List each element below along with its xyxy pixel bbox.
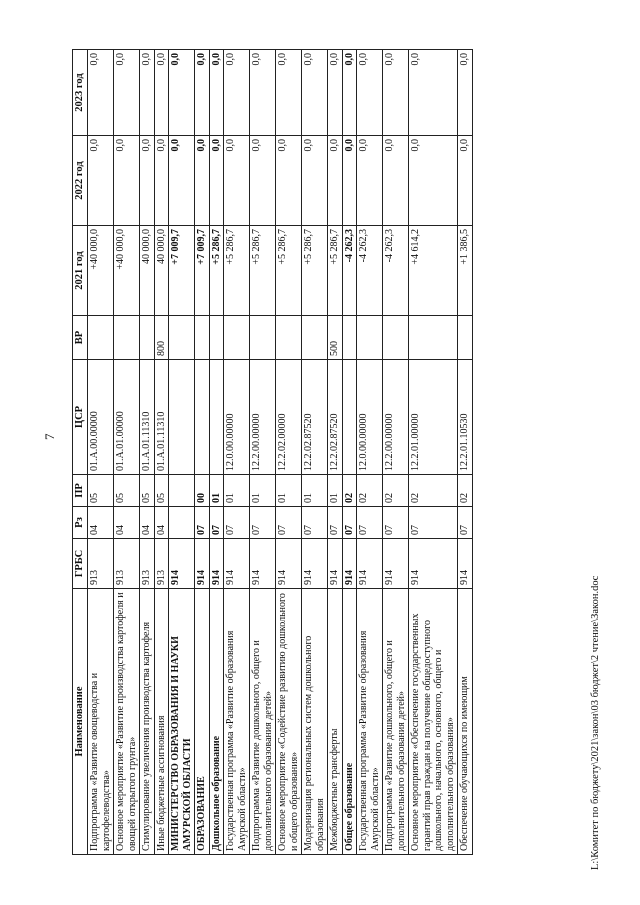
cell-pr [169,475,195,507]
cell-pr: 05 [114,475,140,507]
cell-csr: 12.2.02.87520 [328,360,343,475]
table-row [458,50,473,855]
cell-vr [88,316,114,360]
cell-2022: 0,0 [88,136,114,226]
cell-2022: 0,0 [209,136,224,226]
cell-rz: 07 [302,507,328,539]
cell-csr: 12.2.02.87520 [302,360,328,475]
cell-vr [458,316,473,360]
cell-name: Дошкольное образование [209,589,224,855]
cell-rz: 07 [276,507,302,539]
cell-name: Общее образование [342,589,357,855]
cell-vr [250,316,276,360]
cell-csr: 12.2.00.00000 [383,360,409,475]
cell-2023: 0,0 [276,50,302,136]
budget-table [72,49,473,855]
cell-vr: 500 [328,316,343,360]
cell-grbs: 913 [88,539,114,589]
cell-2021: +40 000,0 [114,226,140,316]
cell-grbs: 914 [209,539,224,589]
cell-grbs: 914 [383,539,409,589]
cell-rz: 04 [88,507,114,539]
cell-pr: 02 [409,475,458,507]
cell-csr [209,360,224,475]
cell-2021: -4 262,3 [383,226,409,316]
cell-vr [409,316,458,360]
cell-rz: 07 [458,507,473,539]
cell-grbs: 914 [409,539,458,589]
cell-2021: -4 262,3 [342,226,357,316]
cell-2022: 0,0 [250,136,276,226]
cell-2022: 0,0 [458,136,473,226]
cell-vr [209,316,224,360]
cell-csr: 12.0.00.00000 [357,360,383,475]
cell-vr [169,316,195,360]
cell-rz: 07 [209,507,224,539]
table-row [154,50,169,855]
cell-vr [140,316,155,360]
table-row [114,50,140,855]
cell-2023: 0,0 [250,50,276,136]
cell-csr: 12.2.01.10530 [458,360,473,475]
cell-2022: 0,0 [169,136,195,226]
cell-vr [276,316,302,360]
cell-grbs: 914 [302,539,328,589]
cell-rz: 07 [224,507,250,539]
cell-2021: 40 000,0 [154,226,169,316]
cell-pr: 01 [209,475,224,507]
cell-2022: 0,0 [302,136,328,226]
cell-pr: 02 [357,475,383,507]
cell-pr: 02 [383,475,409,507]
cell-csr: 01.А.00.00000 [88,360,114,475]
cell-rz: 04 [154,507,169,539]
table-header-row [73,50,88,855]
cell-csr: 01.А.01.11310 [140,360,155,475]
cell-2023: 0,0 [357,50,383,136]
cell-name: Обеспечение обучающихся по имеющим [458,589,473,855]
cell-2021: +5 286,7 [224,226,250,316]
cell-pr: 02 [458,475,473,507]
cell-2023: 0,0 [88,50,114,136]
cell-2023: 0,0 [209,50,224,136]
cell-csr: 12.2.01.00000 [409,360,458,475]
cell-2021: +5 286,7 [209,226,224,316]
cell-2022: 0,0 [328,136,343,226]
cell-csr: 12.0.00.00000 [224,360,250,475]
cell-name: МИНИСТЕРСТВО ОБРАЗОВАНИЯ И НАУКИ АМУРСКОЙ ОБЛАСТИ [169,589,195,855]
cell-name: Подпрограмма «Развитие овощеводства и картофелеводства» [88,589,114,855]
cell-2022: 0,0 [409,136,458,226]
cell-csr: 01.А.01.11310 [154,360,169,475]
table-row [342,50,357,855]
header-2021: 2021 год [73,226,88,316]
cell-2021: +4 614,2 [409,226,458,316]
cell-pr: 05 [154,475,169,507]
cell-csr: 12.2.00.00000 [250,360,276,475]
cell-name: Государственная программа «Развитие образования Амурской области» [224,589,250,855]
cell-pr: 01 [276,475,302,507]
cell-grbs: 913 [140,539,155,589]
cell-vr: 800 [154,316,169,360]
header-2022: 2022 год [73,136,88,226]
cell-2023: 0,0 [458,50,473,136]
cell-rz: 07 [409,507,458,539]
cell-2023: 0,0 [114,50,140,136]
cell-pr: 01 [302,475,328,507]
table-row [302,50,328,855]
cell-pr: 05 [88,475,114,507]
cell-rz: 07 [383,507,409,539]
cell-2021: +5 286,7 [276,226,302,316]
table-row [169,50,195,855]
table-row [209,50,224,855]
cell-2023: 0,0 [328,50,343,136]
cell-2023: 0,0 [383,50,409,136]
table-row [409,50,458,855]
cell-2021: +5 286,7 [328,226,343,316]
table-row [250,50,276,855]
cell-pr: 02 [342,475,357,507]
cell-vr [195,316,210,360]
cell-name: Межбюджетные трансферты [328,589,343,855]
cell-name: Подпрограмма «Развитие дошкольного, общего и дополнительного образования детей» [250,589,276,855]
cell-grbs: 913 [114,539,140,589]
cell-csr [169,360,195,475]
cell-grbs: 914 [342,539,357,589]
page-number: 7 [42,433,57,440]
cell-pr: 05 [140,475,155,507]
cell-csr: 01.А.01.00000 [114,360,140,475]
header-2023: 2023 год [73,50,88,136]
cell-2021: +5 286,7 [302,226,328,316]
cell-vr [302,316,328,360]
footer-file-path: L:\Комитет по бюджету\2021\закон\03 бюджет\2 чтение\Закон.doc [590,575,601,870]
cell-rz: 07 [357,507,383,539]
table-row [328,50,343,855]
cell-2021: +7 009,7 [195,226,210,316]
cell-name: Модернизация региональных систем дошкольного образования [302,589,328,855]
cell-vr [114,316,140,360]
table-row [195,50,210,855]
cell-csr [195,360,210,475]
cell-grbs: 913 [154,539,169,589]
cell-pr: 01 [224,475,250,507]
header-name: Наименование [73,589,88,855]
cell-csr [342,360,357,475]
cell-2022: 0,0 [140,136,155,226]
cell-vr [357,316,383,360]
table-row [383,50,409,855]
cell-2023: 0,0 [195,50,210,136]
header-vr: ВР [73,316,88,360]
cell-name: Подпрограмма «Развитие дошкольного, общего и дополнительного образования детей» [383,589,409,855]
cell-rz [169,507,195,539]
cell-grbs: 914 [224,539,250,589]
cell-2021: +5 286,7 [250,226,276,316]
cell-2022: 0,0 [276,136,302,226]
cell-rz: 07 [195,507,210,539]
cell-rz: 04 [114,507,140,539]
table-body [88,50,473,855]
cell-2023: 0,0 [409,50,458,136]
cell-2023: 0,0 [302,50,328,136]
cell-2023: 0,0 [224,50,250,136]
cell-2022: 0,0 [114,136,140,226]
cell-name: Основное мероприятие «Развитие производства картофеля и овощей открытого грунта» [114,589,140,855]
header-pr: ПР [73,475,88,507]
cell-name: Стимулирование увеличения производства картофеля [140,589,155,855]
cell-name: Основное мероприятие «Содействие развитию дошкольного и общего образования» [276,589,302,855]
cell-pr: 00 [195,475,210,507]
cell-rz: 04 [140,507,155,539]
cell-grbs: 914 [357,539,383,589]
cell-csr: 12.2.02.00000 [276,360,302,475]
cell-2022: 0,0 [195,136,210,226]
cell-grbs: 914 [328,539,343,589]
cell-vr [342,316,357,360]
cell-2021: +1 386,5 [458,226,473,316]
cell-2022: 0,0 [383,136,409,226]
cell-pr: 01 [250,475,276,507]
cell-2021: +40 000,0 [88,226,114,316]
header-grbs: ГРБС [73,539,88,589]
cell-grbs: 914 [250,539,276,589]
cell-2021: -4 262,3 [357,226,383,316]
header-rz: Рз [73,507,88,539]
table-row [224,50,250,855]
cell-2022: 0,0 [154,136,169,226]
table-row [276,50,302,855]
cell-name: Основное мероприятие «Обеспечение государственных гарантий прав граждан на получение общедоступного дошкольного, начального, основного, общего и дополнительного образования» [409,589,458,855]
cell-rz: 07 [342,507,357,539]
cell-2022: 0,0 [357,136,383,226]
cell-vr [224,316,250,360]
budget-table-wrapper [72,50,590,855]
cell-rz: 07 [328,507,343,539]
header-csr: ЦСР [73,360,88,475]
cell-2023: 0,0 [154,50,169,136]
cell-pr: 01 [328,475,343,507]
cell-grbs: 914 [458,539,473,589]
cell-name: Государственная программа «Развитие образования Амурской области» [357,589,383,855]
table-row [357,50,383,855]
cell-vr [383,316,409,360]
cell-2022: 0,0 [342,136,357,226]
cell-2021: +7 009,7 [169,226,195,316]
cell-2023: 0,0 [169,50,195,136]
cell-2022: 0,0 [224,136,250,226]
cell-2023: 0,0 [342,50,357,136]
cell-2023: 0,0 [140,50,155,136]
cell-grbs: 914 [195,539,210,589]
cell-rz: 07 [250,507,276,539]
cell-2021: 40 000,0 [140,226,155,316]
cell-name: Иные бюджетные ассигнования [154,589,169,855]
table-row [88,50,114,855]
table-row [140,50,155,855]
cell-grbs: 914 [276,539,302,589]
cell-name: ОБРАЗОВАНИЕ [195,589,210,855]
cell-grbs: 914 [169,539,195,589]
